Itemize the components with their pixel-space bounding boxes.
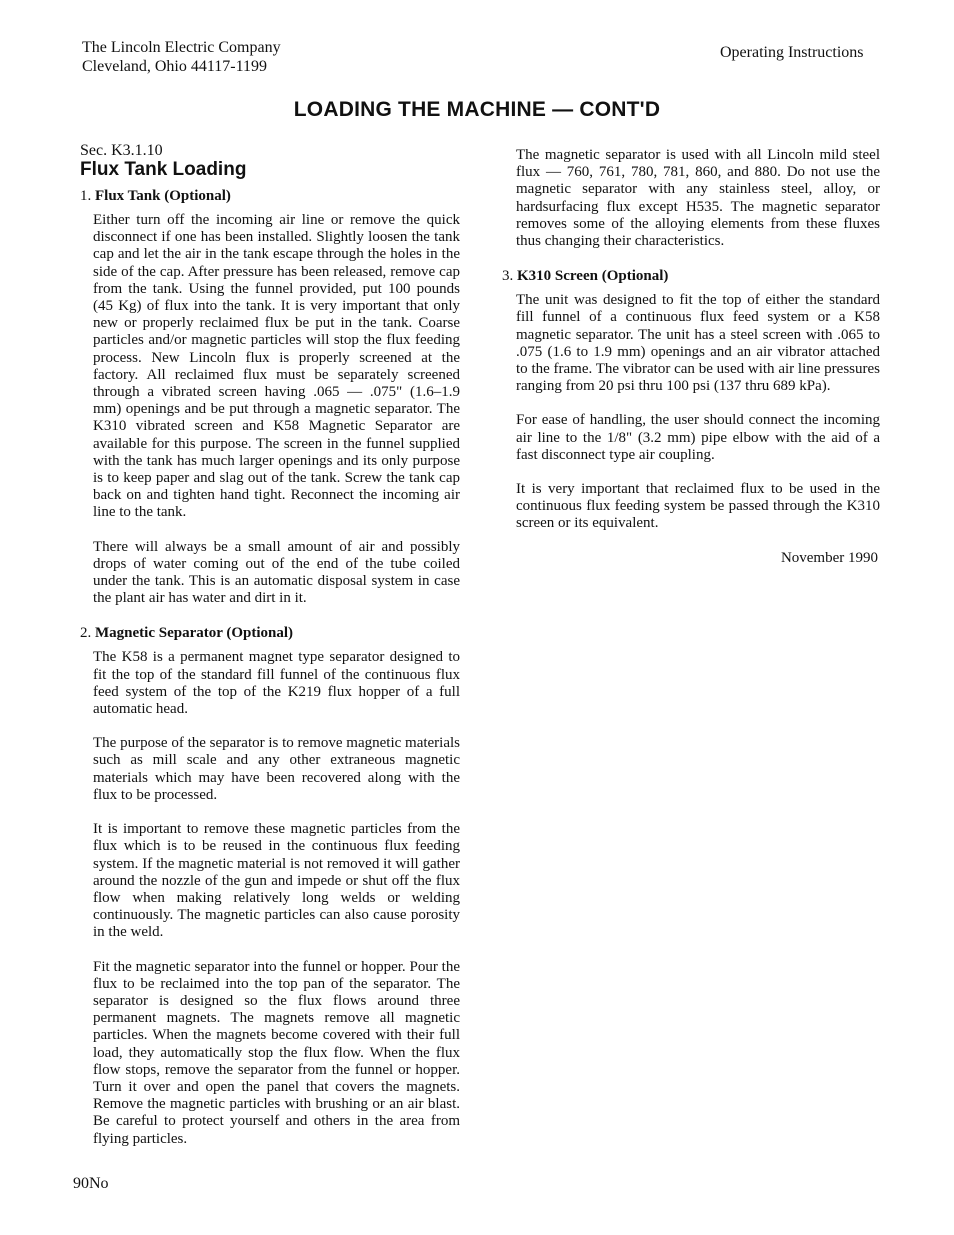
item-heading [502, 267, 880, 285]
paragraph: For ease of handling, the user should connect the incoming air line to the 1/8" (3.2 mm) pipe elbow with the aid of a fast disconnect type air coupling. [516, 412, 880, 463]
paragraph: The purpose of the separator is to remove magnetic materials such as mill scale and any other extraneous magnetic materials which may have been recovered along with the flux to be processed. [93, 735, 460, 803]
item-title: Flux Tank (Optional) [95, 188, 231, 204]
paragraph: The K58 is a permanent magnet type separator designed to fit the top of the standard fill funnel of the continuous flux feed system of the top of the K219 flux hopper of a full automatic head. [93, 649, 460, 718]
item-number: 3. [502, 268, 514, 285]
item-heading [80, 187, 460, 205]
company-address: Cleveland, Ohio 44117-1199 [82, 58, 268, 75]
item-number: 1. [80, 188, 92, 204]
company-name: The Lincoln Electric Company [82, 39, 281, 56]
item-heading [80, 624, 460, 642]
company-header [82, 38, 281, 76]
paragraph: It is important to remove these magnetic particles from the flux which is to be reused in the continuous flux feeding system. If the magnetic material is not removed it will gather around the nozzle of the gun and impede or shut off the flux flow when making relatively long welds or welding continuously. The magnetic particles can also cause porosity in the weld. [93, 821, 460, 941]
paragraph: The magnetic separator is used with all Lincoln mild steel flux — 760, 761, 780, 781, 860, and 880. Do not use the magnetic separator with any stainless steel, alloy, or hardsurfacing flux except H535. The magnetic separator removes some of the alloying elements from these fluxes thus changing their characteristics. [516, 147, 880, 250]
paragraph: Fit the magnetic separator into the funnel or hopper. Pour the flux to be reclaimed into the top pan of the separator. The separator is designed so the flux flows around three permanent magnets. The magnets remove all magnetic particles. When the magnets become covered with their full load, they automatically stop the flux flow. When the flux flow stops, remove the separator from the funnel or hopper. Turn it over and open the panel that covers the magnets. Remove the magnetic particles with brushing or an air blast. Be careful to protect yourself and others in the area from flying particles. [93, 958, 460, 1147]
paragraph: There will always be a small amount of air and possibly drops of water coming out of the end of the tube coiled under the tank. This is an automatic disposal system in case the plant air has water and dirt in it. [93, 538, 460, 607]
paragraph: It is very important that reclaimed flux to be used in the continuous flux feeding system be passed through the K310 screen or its equivalent. [516, 481, 880, 532]
item-flux-tank [80, 187, 460, 607]
right-column [502, 147, 880, 567]
section-reference: Sec. K3.1.10 [80, 142, 163, 159]
left-column [80, 142, 460, 1165]
item-magnetic-separator [80, 624, 460, 1147]
page-title: LOADING THE MACHINE — CONT'D [293, 98, 661, 121]
revision-date: November 1990 [780, 549, 878, 566]
document-type: Operating Instructions [720, 44, 864, 61]
item-title: Magnetic Separator (Optional) [95, 625, 294, 642]
section-title: Flux Tank Loading [80, 159, 247, 180]
item-number: 2. [80, 625, 92, 642]
paragraph: The unit was designed to fit the top of either the standard fill funnel of a continuous flux feed system or a K58 magnetic separator. The unit has a steel screen with .065 to .075 (1.6 to 1.9 mm) openings and an air vibrator attached to the frame. The vibrator can be used with air line pressures ranging from 20 psi thru 100 psi (137 thru 689 kPa). [516, 292, 880, 395]
item-k310-screen [502, 267, 880, 532]
paragraph: Either turn off the incoming air line or remove the quick disconnect if one has been installed. Slightly loosen the tank cap and let the air in the tank escape through the holes in the side of the cap. After pressure has been released, remove cap from the tank. Using the funnel provided, put 100 pounds (45 Kg) of flux into the tank. It is very important that only new or properly reclaimed flux be put in the tank. Coarse particles and/or magnetic particles will stop the flux feeding process. New Lincoln flux is properly screened at the factory. All reclaimed flux must be separately screened through a vibrated screen having .065 — .075" (1.6–1.9 mm) openings and be put through a magnetic separator. The K310 vibrated screen and K58 Magnetic Separator are available for this purpose. The screen in the funnel supplied with the tank has much larger openings and its only purpose is to keep paper and slag out of the tank. Screw the tank cap back on and tighten hand tight. Reconnect the incoming air line to the tank. [93, 212, 460, 521]
item-title: K310 Screen (Optional) [517, 268, 669, 285]
page-footer-code: 90No [73, 1175, 109, 1192]
